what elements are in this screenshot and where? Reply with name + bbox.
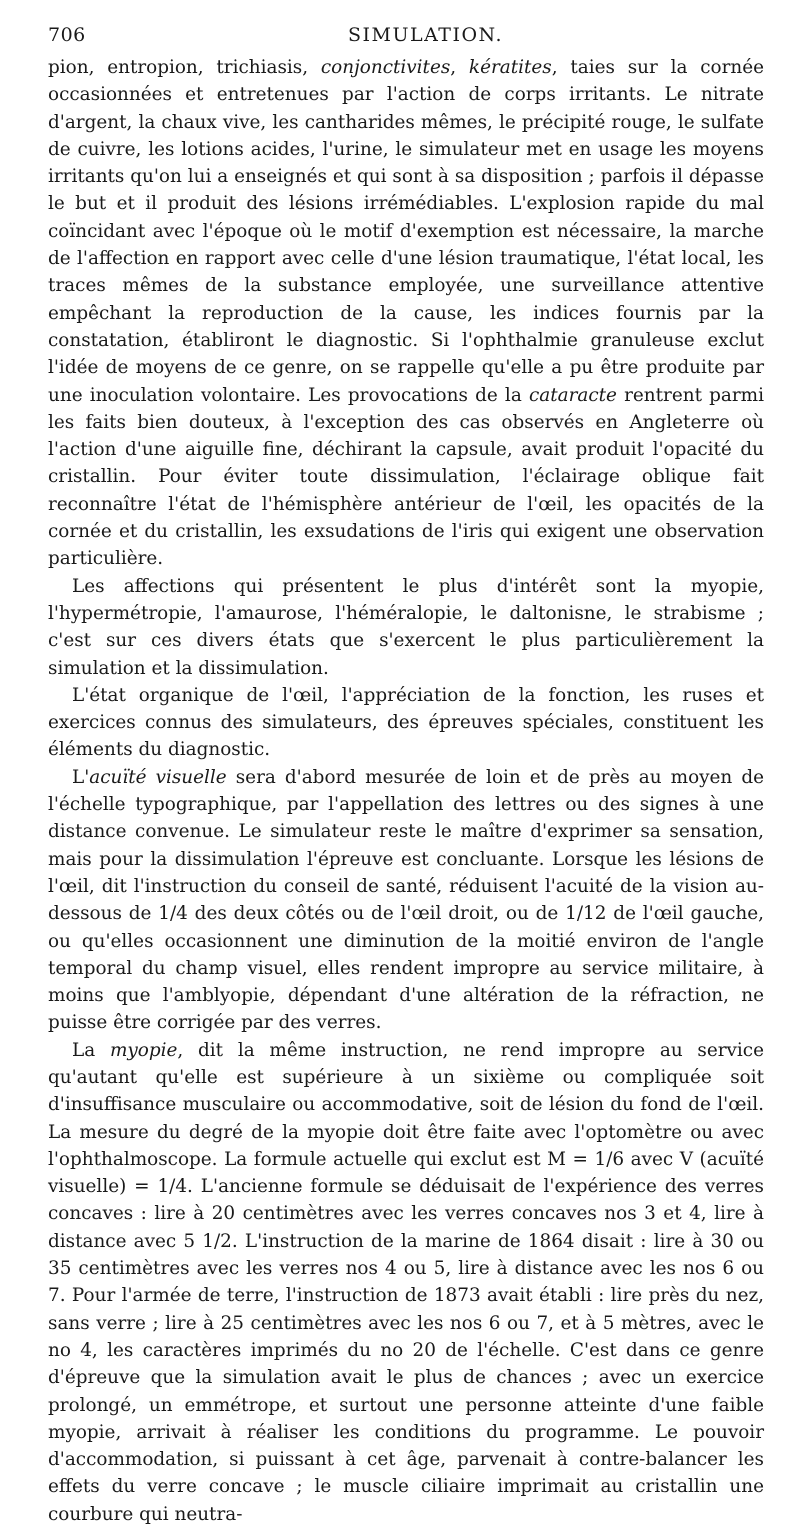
paragraph: [48, 682, 764, 764]
text-run: , taies sur la cornée occasionnées et entretenues par l'action de corps irritants. Le nitrate d'argent, la chaux vive, les cantharides mêmes, le précipité rouge, le sulfate de cuivre, les lotions acides, l'urine, le simulateur met en usage les moyens irritants qu'on lui a enseignés et qui sont à sa disposition ; parfois il dépasse le but et il produit des lésions irrémédiables. L'explosion rapide du mal coïncidant avec l'époque où le motif d'exemption est nécessaire, la marche de l'affection en rapport avec celle d'une lésion traumatique, l'état local, les traces mêmes de la substance employée, une surveillance attentive empêchant la reproduction de la cause, les indices fournis par la constatation, établiront le diagnostic. Si l'ophthalmie granuleuse exclut l'idée de moyens de ce genre, on se rappelle qu'elle a pu être produite par une inoculation volontaire. Les provocations de la: [48, 57, 764, 406]
paragraph: [48, 764, 764, 1037]
text-run: sera d'abord mesurée de loin et de près au moyen de l'échelle typographique, par l'appellation des lettres ou des signes à une distance convenue. Le simulateur reste le maître d'exprimer sa sensation, mais pour la dissimulation l'épreuve est concluante. Lorsque les lésions de l'œil, dit l'instruction du conseil de santé, réduisent l'acuité de la vision au-dessous de 1/4 des deux côtés ou de l'œil droit, ou de 1/12 de l'œil gauche, ou qu'elles occasionnent une diminution de la moitié environ de l'angle temporal du champ visuel, elles rendent impropre au service militaire, à moins que l'amblyopie, dépendant d'une altération de la réfraction, ne puisse être corrigée par des verres.: [48, 766, 764, 1034]
text-run: L'état organique de l'œil, l'appréciation de la fonction, les ruses et exercices connus des simulateurs, des épreuves spéciales, constituent les éléments du diagnostic.: [48, 684, 764, 761]
body-text: [48, 54, 764, 1528]
italic-term: conjonctivites: [320, 57, 451, 78]
paragraph: [48, 573, 764, 682]
book-page: [48, 24, 764, 1528]
text-run: ,: [450, 57, 469, 78]
text-run: pion, entropion, trichiasis,: [48, 57, 321, 78]
paragraph: [48, 1037, 764, 1528]
text-run: , dit la même instruction, ne rend impropre au service qu'autant qu'elle est supérieure à un sixième ou compliquée soit d'insuffisance musculaire ou accommodative, soit de lésion du fond de l'œil. La mesure du degré de la myopie doit être faite avec l'optomètre ou avec l'ophthalmoscope. La formule actuelle qui exclut est M = 1/6 avec V (acuïté visuelle) = 1/4. L'ancienne formule se déduisait de l'expérience des verres concaves : lire à 20 centimètres avec les verres concaves nos 3 et 4, lire à distance avec 5 1/2. L'instruction de la marine de 1864 disait : lire à 30 ou 35 centimètres avec les verres nos 4 ou 5, lire à distance avec les nos 6 ou 7. Pour l'armée de terre, l'instruction de 1873 avait établi : lire près du nez, sans verre ; lire à 25 centimètres avec les nos 6 ou 7, et à 5 mètres, avec le no 4, les caractères imprimés du no 20 de l'échelle. C'est dans ce genre d'épreuve que la simulation avait le plus de chances ; avec un exercice prolongé, un emmétrope, et surtout une personne atteinte d'une faible myopie, arrivait à réaliser les conditions du programme. Le pouvoir d'accommodation, si puissant à cet âge, parvenait à contre-balancer les effets du verre concave ; le muscle ciliaire imprimait au cristallin une courbure qui neutra-: [48, 1039, 764, 1525]
text-run: rentrent parmi les faits bien douteux, à l'exception des cas observés en Angleterre où l'action d'une aiguille fine, déchirant la capsule, avait produit l'opacité du cristallin. Pour éviter toute dissimulation, l'éclairage oblique fait reconnaître l'état de l'hémisphère antérieur de l'œil, les opacités de la cornée et du cristallin, les exsudations de l'iris qui exigent une observation particulière.: [48, 384, 765, 570]
text-run: Les affections qui présentent le plus d'intérêt sont la myopie, l'hypermétropie, l'amaurose, l'héméralopie, le daltonisne, le strabisme ; c'est sur ces divers états que s'exercent le plus particulièrement la simulation et la dissimulation.: [48, 575, 764, 679]
paragraph: [48, 54, 764, 573]
text-run: L': [72, 766, 90, 788]
running-head: [48, 24, 764, 54]
italic-term: cataracte: [528, 384, 617, 406]
page-number: 706: [48, 24, 86, 46]
italic-term: kératites: [468, 57, 552, 78]
italic-term: myopie: [109, 1039, 178, 1061]
italic-term: acuïté visuelle: [89, 766, 227, 788]
text-run: La: [72, 1039, 110, 1061]
running-title: SIMULATION.: [348, 24, 503, 46]
